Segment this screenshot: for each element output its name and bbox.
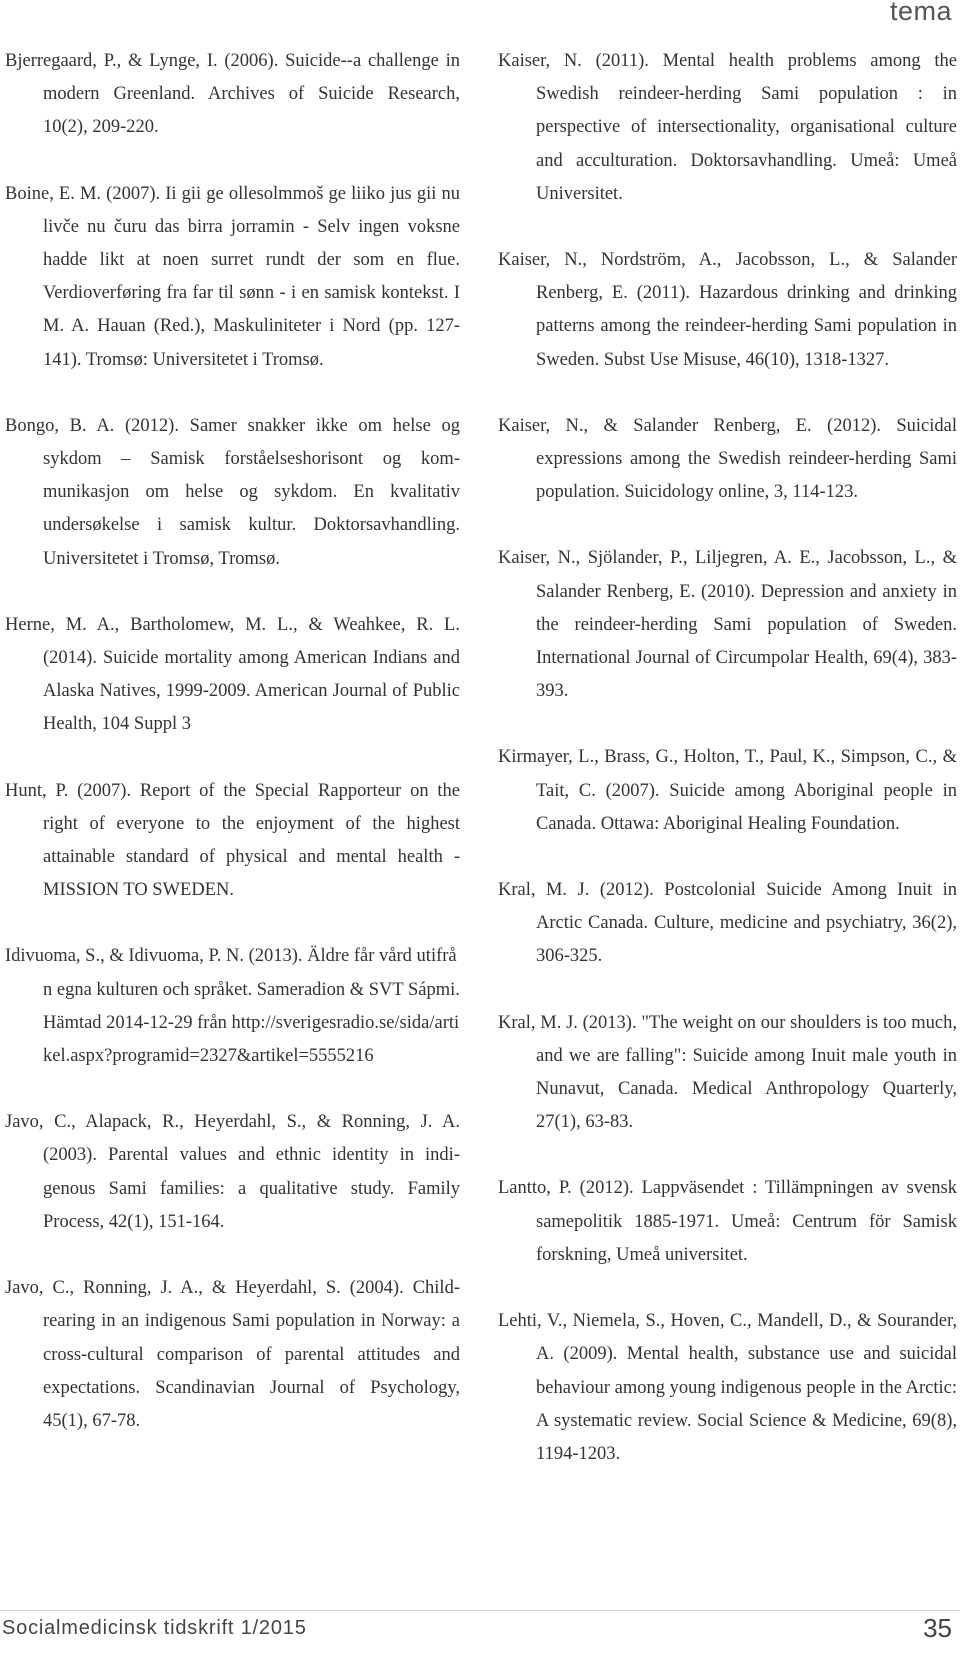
reference-entry: Idivuoma, S., & Idivuoma, P. N. (2013). Äldre får vård utifrån egna kulturen och språket. Sameradion & SVT Sápmi. Hämtad 2014-12-29 från http://sverigesradio.se/sida/artikel.aspx?programid=2327&artikel=5555216: [5, 946, 460, 1067]
reference-column-right: [498, 45, 957, 1504]
page-footer: [0, 1610, 960, 1653]
section-tag: tema: [889, 0, 952, 26]
reference-entry: Boine, E. M. (2007). Ii gii ge ollesolmmoš ge liiko jus gii nu livče nu čuru das birra jorramin - Selv ingen voksne hadde likt at noen surret rundt der som en flue. Verdioverføring fra far til sønn - i en samisk kontekst. I M. A. Hauan (Red.), Maskuliniteter i Nord (pp. 127-141). Tromsø: Universitetet i Tromsø.: [5, 183, 460, 370]
reference-column-left: [5, 45, 460, 1471]
journal-title: Socialmedicinsk tidskrift 1/2015: [2, 1617, 307, 1639]
reference-entry: Kral, M. J. (2013). "The weight on our shoulders is too much, and we are falling": Suicide among Inuit male youth in Nunavut, Canada. Medical Anthropology Quarterly, 27(1), 63-83.: [498, 1012, 957, 1133]
reference-entry: Bongo, B. A. (2012). Samer snakker ikke om helse og sykdom – Samisk forståelseshorisont og kommunikasjon om helse og sykdom. En kvalitativ undersøkelse i samisk kultur. Doktorsavhandling. Universitetet i Tromsø, Tromsø.: [5, 415, 460, 569]
reference-entry: Kaiser, N., Nordström, A., Jacobsson, L., & Salander Renberg, E. (2011). Hazardous drinking and drinking patterns among the reindeer-herding Sami population in Sweden. Subst Use Misuse, 46(10), 1318-1327.: [498, 250, 957, 370]
reference-entry: Kirmayer, L., Brass, G., Holton, T., Paul, K., Simpson, C., & Tait, C. (2007). Suicide among Aboriginal people in Canada. Ottawa: Aboriginal Healing Foundation.: [498, 747, 957, 834]
reference-entry: Kaiser, N., Sjölander, P., Liljegren, A. E., Jacobsson, L., & Salander Renberg, E. (2010). Depression and anxiety in the reindeer-herding Sami population of Sweden. International Journal of Circumpolar Health, 69(4), 383-393.: [498, 548, 957, 702]
reference-entry: Kral, M. J. (2012). Postcolonial Suicide Among Inuit in Arctic Canada. Culture, medicine and psychiatry, 36(2), 306-325.: [498, 880, 957, 967]
reference-entry: Hunt, P. (2007). Report of the Special Rapporteur on the right of everyone to the enjoyment of the highest attainable standard of physical and mental health - MISSION TO SWEDEN.: [5, 780, 460, 901]
reference-entry: Javo, C., Alapack, R., Heyerdahl, S., & Ronning, J. A. (2003). Parental values and ethnic identity in indigenous Sami families: a qualitative study. Family Process, 42(1), 151-164.: [5, 1112, 460, 1232]
reference-entry: Javo, C., Ronning, J. A., & Heyerdahl, S. (2004). Childrearing in an indigenous Sami population in Norway: a cross-cultural comparison of parental attitudes and expectations. Scandinavian Journal of Psychology, 45(1), 67-78.: [5, 1278, 460, 1431]
page-number: 35: [923, 1613, 952, 1643]
reference-entry: Lantto, P. (2012). Lappväsendet : Tillämpningen av svensk samepolitik 1885-1971. Umeå: Centrum för Samisk forskning, Umeå universitet.: [498, 1178, 957, 1265]
reference-entry: Kaiser, N. (2011). Mental health problems among the Swedish reindeer-herding Sami population : in perspective of intersectionality, organisational culture and acculturation. Doktorsavhandling. Umeå: Umeå Universitet.: [498, 51, 957, 204]
reference-entry: Kaiser, N., & Salander Renberg, E. (2012). Suicidal expressions among the Swedish reindeer-herding Sami population. Suicidology online, 3, 114-123.: [498, 415, 957, 503]
reference-entry: Lehti, V., Niemela, S., Hoven, C., Mandell, D., & Sourander, A. (2009). Mental health, substance use and suicidal behaviour among young indigenous people in the Arctic: A systematic review. Social Science & Medicine, 69(8), 1194-1203.: [498, 1311, 957, 1464]
reference-entry: Bjerregaard, P., & Lynge, I. (2006). Suicide--a challenge in modern Greenland. Archives of Suicide Research, 10(2), 209-220.: [5, 51, 460, 138]
reference-entry: Herne, M. A., Bartholomew, M. L., & Weahkee, R. L. (2014). Suicide mortality among American Indians and Alaska Natives, 1999-2009. American Journal of Public Health, 104 Suppl 3: [5, 614, 460, 735]
